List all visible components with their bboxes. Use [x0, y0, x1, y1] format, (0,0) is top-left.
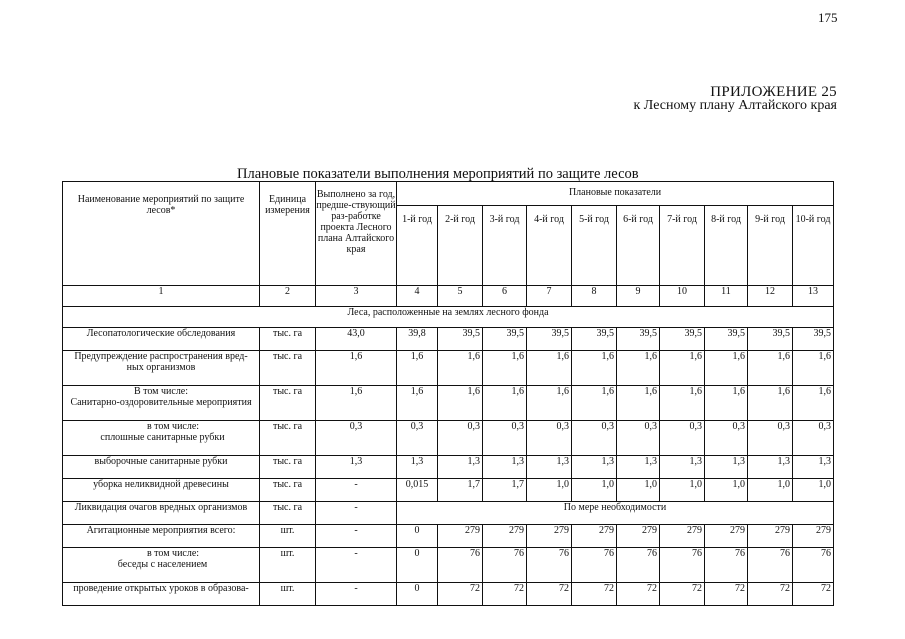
plan-value: 1,6 — [705, 351, 748, 386]
plan-value: 1,3 — [527, 456, 572, 479]
plan-value: 39,5 — [748, 328, 793, 351]
plan-value: 76 — [660, 548, 705, 583]
plan-value: 1,0 — [572, 479, 617, 502]
plan-value: 39,5 — [572, 328, 617, 351]
plan-value: 76 — [483, 548, 527, 583]
plan-value: 0 — [397, 525, 438, 548]
table-row — [63, 386, 834, 421]
plan-value: 1,6 — [660, 351, 705, 386]
row-name — [63, 456, 260, 479]
plan-value: 39,5 — [793, 328, 834, 351]
plan-value: 0,3 — [793, 421, 834, 456]
row-done: - — [316, 583, 397, 606]
appendix-heading — [634, 86, 838, 112]
table-row — [63, 548, 834, 583]
plan-value: 72 — [438, 583, 483, 606]
plan-value: 39,5 — [617, 328, 660, 351]
plan-value: 39,5 — [483, 328, 527, 351]
row-name — [63, 328, 260, 351]
plan-value: 76 — [617, 548, 660, 583]
table-title: Плановые показатели выполнения мероприятий по защите лесов — [237, 166, 639, 182]
plan-value: 72 — [748, 583, 793, 606]
row-name-line: Лесопатологические обследования — [86, 328, 236, 339]
plan-value: 0,3 — [617, 421, 660, 456]
table-row — [63, 328, 834, 351]
plan-value: 1,3 — [793, 456, 834, 479]
plan-value: 1,3 — [397, 456, 438, 479]
header-done: Выполнено за год, предше-ствующий раз-работке проекта Лесного плана Алтайского края — [316, 182, 397, 286]
row-name-line: Агитационные мероприятия всего: — [86, 525, 236, 536]
plan-value: 0,3 — [438, 421, 483, 456]
plan-value: 1,6 — [572, 386, 617, 421]
plan-value: 0,3 — [572, 421, 617, 456]
header-year: 3-й год — [483, 206, 527, 286]
plan-value: 0,3 — [483, 421, 527, 456]
plan-value: 1,7 — [438, 479, 483, 502]
row-unit: тыс. га — [260, 328, 316, 351]
row-done: 1,6 — [316, 351, 397, 386]
row-done: 1,3 — [316, 456, 397, 479]
table-row — [63, 583, 834, 606]
row-done: 43,0 — [316, 328, 397, 351]
plan-value: 1,6 — [527, 351, 572, 386]
row-done: - — [316, 525, 397, 548]
header-year: 9-й год — [748, 206, 793, 286]
section-label: Леса, расположенные на землях лесного фонда — [63, 307, 834, 328]
column-number: 9 — [617, 286, 660, 307]
plan-value: 0,3 — [397, 421, 438, 456]
plan-value: 1,0 — [617, 479, 660, 502]
header-year: 2-й год — [438, 206, 483, 286]
plan-value: 72 — [705, 583, 748, 606]
row-name — [63, 351, 260, 386]
plan-value: 1,3 — [483, 456, 527, 479]
column-number: 5 — [438, 286, 483, 307]
column-number: 7 — [527, 286, 572, 307]
row-name-line: Ликвидация очагов вредных организмов — [74, 502, 248, 513]
table-row — [63, 502, 834, 525]
plan-value: 1,0 — [793, 479, 834, 502]
header-year: 10-й год — [793, 206, 834, 286]
plan-value: 279 — [527, 525, 572, 548]
row-name-line: уборка неликвидной древесины — [93, 479, 229, 490]
row-name — [63, 386, 260, 421]
table-row — [63, 456, 834, 479]
row-unit: тыс. га — [260, 456, 316, 479]
plan-value: 1,3 — [572, 456, 617, 479]
header-year: 1-й год — [397, 206, 438, 286]
row-name-line: В том числе: — [133, 386, 189, 397]
column-number: 6 — [483, 286, 527, 307]
row-name — [63, 479, 260, 502]
page-number: 175 — [818, 10, 838, 25]
plan-value: 1,6 — [572, 351, 617, 386]
header-plan: Плановые показатели — [397, 182, 834, 206]
plan-value: 0,3 — [705, 421, 748, 456]
plan-value: 279 — [793, 525, 834, 548]
header-year: 6-й год — [617, 206, 660, 286]
column-number: 12 — [748, 286, 793, 307]
plan-value: 76 — [438, 548, 483, 583]
row-done: - — [316, 548, 397, 583]
plan-value: 76 — [527, 548, 572, 583]
plan-value: 1,6 — [617, 386, 660, 421]
plan-value: 279 — [660, 525, 705, 548]
header-unit: Единица измерения — [260, 182, 316, 286]
plan-value: 279 — [705, 525, 748, 548]
row-name — [63, 525, 260, 548]
table-row — [63, 479, 834, 502]
plan-value: 1,6 — [483, 386, 527, 421]
plan-value: 279 — [617, 525, 660, 548]
table-row — [63, 421, 834, 456]
row-done: 1,6 — [316, 386, 397, 421]
row-name-subline: беседы с населением — [117, 559, 208, 570]
plan-value: 279 — [483, 525, 527, 548]
column-number: 1 — [63, 286, 260, 307]
plan-value: 0 — [397, 548, 438, 583]
plan-value: 72 — [483, 583, 527, 606]
header-year: 8-й год — [705, 206, 748, 286]
header-year: 7-й год — [660, 206, 705, 286]
plan-value: 1,6 — [397, 351, 438, 386]
row-name-line: Предупреждение распространения вред- — [74, 351, 248, 362]
plan-value: 76 — [572, 548, 617, 583]
plan-value: 1,3 — [660, 456, 705, 479]
row-name-line: проведение открытых уроков в образова- — [73, 583, 249, 594]
column-number: 10 — [660, 286, 705, 307]
appendix-line-2: к Лесному плану Алтайского края — [633, 98, 837, 113]
plan-value: 72 — [527, 583, 572, 606]
plan-value: 279 — [748, 525, 793, 548]
plan-value: 72 — [660, 583, 705, 606]
column-number: 4 — [397, 286, 438, 307]
plan-value: 1,6 — [793, 351, 834, 386]
row-name — [63, 421, 260, 456]
plan-value: 1,6 — [793, 386, 834, 421]
plan-value: 1,6 — [527, 386, 572, 421]
plan-value: 0,015 — [397, 479, 438, 502]
row-name-subline: ных организмов — [126, 362, 196, 373]
plan-value: 1,6 — [748, 351, 793, 386]
row-name-line: в том числе: — [146, 548, 200, 559]
plan-value: 1,3 — [705, 456, 748, 479]
header-year: 5-й год — [572, 206, 617, 286]
plan-value: 72 — [793, 583, 834, 606]
row-unit: шт. — [260, 548, 316, 583]
plan-value: 0,3 — [527, 421, 572, 456]
column-number: 8 — [572, 286, 617, 307]
plan-value: 0,3 — [748, 421, 793, 456]
plan-value: 39,5 — [527, 328, 572, 351]
plan-value: 1,6 — [617, 351, 660, 386]
plan-value: 1,3 — [617, 456, 660, 479]
row-unit: тыс. га — [260, 421, 316, 456]
header-name: Наименование мероприятий по защите лесов* — [63, 182, 260, 286]
plan-value: 39,5 — [705, 328, 748, 351]
plan-value: 0,3 — [660, 421, 705, 456]
plan-value: 1,0 — [660, 479, 705, 502]
row-unit: тыс. га — [260, 502, 316, 525]
plan-indicators-table — [62, 181, 834, 606]
plan-value: 1,0 — [705, 479, 748, 502]
row-done: - — [316, 502, 397, 525]
plan-value: 1,6 — [397, 386, 438, 421]
row-name-subline: сплошные санитарные рубки — [100, 432, 225, 443]
row-name — [63, 583, 260, 606]
plan-value: 1,7 — [483, 479, 527, 502]
table-row — [63, 525, 834, 548]
plan-value: 0 — [397, 583, 438, 606]
column-number: 3 — [316, 286, 397, 307]
row-name — [63, 548, 260, 583]
column-number: 2 — [260, 286, 316, 307]
table-row — [63, 351, 834, 386]
plan-value: 76 — [793, 548, 834, 583]
row-unit: тыс. га — [260, 479, 316, 502]
plan-value: 72 — [617, 583, 660, 606]
row-name-line: выборочные санитарные рубки — [94, 456, 228, 467]
plan-value: 76 — [705, 548, 748, 583]
column-number: 11 — [705, 286, 748, 307]
plan-value: 1,6 — [438, 351, 483, 386]
plan-value: 1,6 — [438, 386, 483, 421]
plan-value: 39,5 — [438, 328, 483, 351]
plan-value: 39,5 — [660, 328, 705, 351]
plan-value: 1,6 — [748, 386, 793, 421]
plan-value: 1,6 — [705, 386, 748, 421]
row-done: - — [316, 479, 397, 502]
row-name-line: в том числе: — [146, 421, 200, 432]
plan-value: 1,0 — [748, 479, 793, 502]
plan-value: 279 — [572, 525, 617, 548]
plan-value: 1,3 — [748, 456, 793, 479]
plan-value: 279 — [438, 525, 483, 548]
row-name-subline: Санитарно-оздоровительные мероприятия — [70, 397, 252, 408]
row-unit: шт. — [260, 583, 316, 606]
plan-value: 1,6 — [660, 386, 705, 421]
plan-value: 76 — [748, 548, 793, 583]
plan-value: 1,0 — [527, 479, 572, 502]
plan-value: 39,8 — [397, 328, 438, 351]
plan-value: 1,3 — [438, 456, 483, 479]
plan-value: 72 — [572, 583, 617, 606]
row-unit: тыс. га — [260, 351, 316, 386]
header-year: 4-й год — [527, 206, 572, 286]
row-unit: шт. — [260, 525, 316, 548]
merged-cell: По мере необходимости — [397, 502, 834, 525]
row-done: 0,3 — [316, 421, 397, 456]
appendix-line-1: ПРИЛОЖЕНИЕ 25 — [710, 84, 837, 100]
column-number: 13 — [793, 286, 834, 307]
row-unit: тыс. га — [260, 386, 316, 421]
row-name — [63, 502, 260, 525]
plan-value: 1,6 — [483, 351, 527, 386]
